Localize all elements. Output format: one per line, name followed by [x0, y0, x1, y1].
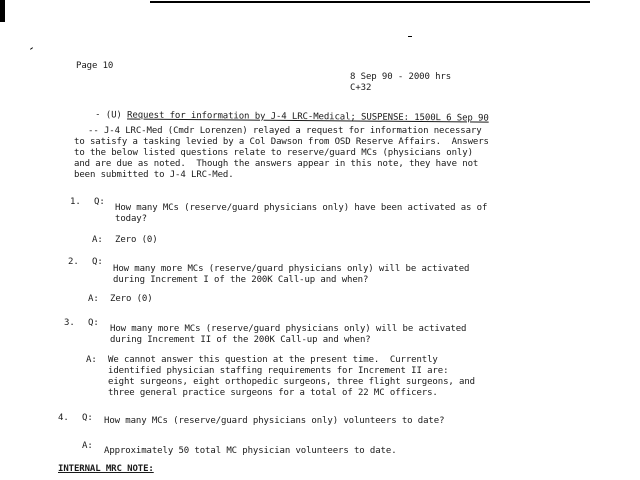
scan-speck [30, 47, 33, 50]
question-text: How many MCs (reserve/guard physicians only) have been activated as of [115, 203, 488, 213]
answer-text: Approximately 50 total MC physician volunteers to date. [104, 446, 397, 456]
subject-title: Request for information by J-4 LRC-Medical; SUSPENSE: 1500L 6 Sep 90 [127, 110, 489, 124]
answer-label: A: [92, 235, 103, 245]
answer-label: A: [88, 294, 99, 304]
scan-top-border [150, 1, 590, 3]
intro-line: been submitted to J-4 LRC-Med. [74, 170, 234, 180]
answer-label: A: [82, 441, 93, 451]
intro-line: to the below listed questions relate to reserve/guard MCs (physicians only) [74, 148, 473, 158]
answer-text: Zero (0) [115, 235, 158, 245]
question-text: during Increment II of the 200K Call-up and when? [110, 335, 371, 345]
question-label: Q: [92, 257, 103, 267]
subject-prefix: - (U) [95, 110, 128, 121]
answer-text: three general practice surgeons for a total of 22 MC officers. [108, 388, 438, 398]
question-label: Q: [82, 413, 93, 423]
question-number: 1. [70, 197, 81, 207]
question-text: during Increment I of the 200K Call-up and when? [113, 275, 369, 285]
scan-edge-mark [0, 0, 5, 22]
question-number: 4. [58, 413, 69, 423]
dateline: 8 Sep 90 - 2000 hrs [350, 72, 452, 82]
question-label: Q: [94, 197, 105, 207]
intro-line: and are due as noted. Though the answers appear in this note, they have not [74, 159, 479, 169]
intro-line: to satisfy a tasking levied by a Col Dawson from OSD Reserve Affairs. Answers [74, 137, 489, 147]
scan-speck [408, 36, 412, 37]
question-text: How many MCs (reserve/guard physicians only) volunteers to date? [104, 416, 445, 426]
answer-text: identified physician staffing requirements for Increment II are: [108, 366, 449, 376]
answer-text: We cannot answer this question at the present time. Currently [108, 355, 438, 365]
answer-label: A: [86, 355, 97, 365]
question-text: How many more MCs (reserve/guard physicians only) will be activated [113, 264, 470, 274]
day-reference: C+32 [350, 83, 372, 93]
answer-text: eight surgeons, eight orthopedic surgeons, three flight surgeons, and [108, 377, 475, 387]
question-label: Q: [88, 318, 99, 328]
intro-line: -- J-4 LRC-Med (Cmdr Lorenzen) relayed a request for information necessary [88, 126, 482, 136]
page-label: Page 10 [76, 61, 114, 71]
question-number: 3. [64, 318, 75, 328]
answer-text: Zero (0) [110, 294, 153, 304]
question-number: 2. [68, 257, 79, 267]
question-text: How many more MCs (reserve/guard physicians only) will be activated [110, 324, 467, 334]
question-text: today? [115, 214, 147, 224]
internal-note-heading: INTERNAL MRC NOTE: [58, 464, 154, 474]
